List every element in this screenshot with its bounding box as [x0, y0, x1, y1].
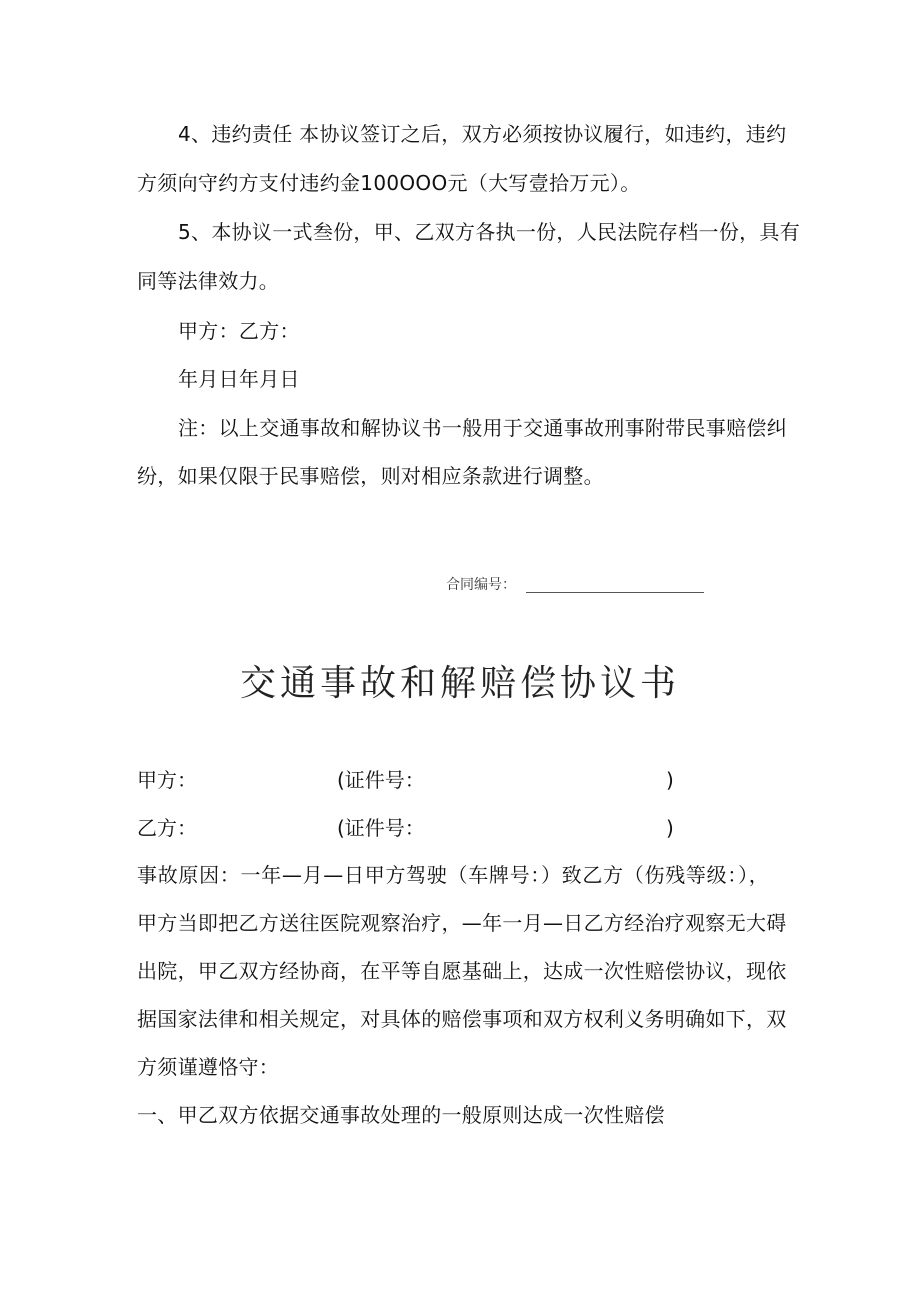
- signature-parties-line: 甲方：乙方：: [178, 319, 300, 343]
- party-b-id-close: ): [666, 816, 674, 840]
- clause-4-line-2: 方须向守约方支付违约金100OOO元（大写壹拾万元）。: [137, 171, 641, 195]
- document-title: 交通事故和解赔偿协议书: [239, 663, 680, 704]
- body-line-3: 出院，甲乙双方经协商，在平等自愿基础上，达成一次性赔偿协议，现依: [137, 959, 787, 983]
- clause-5-line-2: 同等法律效力。: [137, 269, 280, 293]
- party-b-label: 乙方：: [137, 816, 197, 840]
- contract-number-label: 合同编号：: [446, 577, 516, 593]
- note-line-2: 纷，如果仅限于民事赔偿，则对相应条款进行调整。: [137, 464, 604, 488]
- body-line-5: 方须谨遵恪守：: [137, 1055, 280, 1079]
- signature-dates-line: 年月日年月日: [178, 367, 300, 391]
- body-line-6: 一、甲乙双方依据交通事故处理的一般原则达成一次性赔偿: [137, 1103, 665, 1127]
- clause-5-line-1: 5、本协议一式叁份，甲、乙双方各执一份，人民法院存档一份，具有: [178, 220, 801, 244]
- body-line-4: 据国家法律和相关规定，对具体的赔偿事项和双方权利义务明确如下，双: [137, 1007, 787, 1031]
- note-line-1: 注：以上交通事故和解协议书一般用于交通事故刑事附带民事赔偿纠: [178, 416, 787, 440]
- party-b-id-label: (证件号：: [337, 816, 425, 840]
- party-a-id-close: ): [666, 768, 674, 792]
- body-line-2: 甲方当即把乙方送往医院观察治疗，—年一月—日乙方经治疗观察无大碍: [137, 911, 787, 935]
- party-a-label: 甲方：: [137, 768, 197, 792]
- clause-4-line-1: 4、违约责任 本协议签订之后，双方必须按协议履行，如违约，违约: [178, 122, 787, 146]
- contract-number-blank: [526, 592, 704, 593]
- body-line-1: 事故原因：一年—月—日甲方驾驶（车牌号：）致乙方（伤残等级：），: [137, 863, 769, 887]
- party-a-id-label: (证件号：: [337, 768, 425, 792]
